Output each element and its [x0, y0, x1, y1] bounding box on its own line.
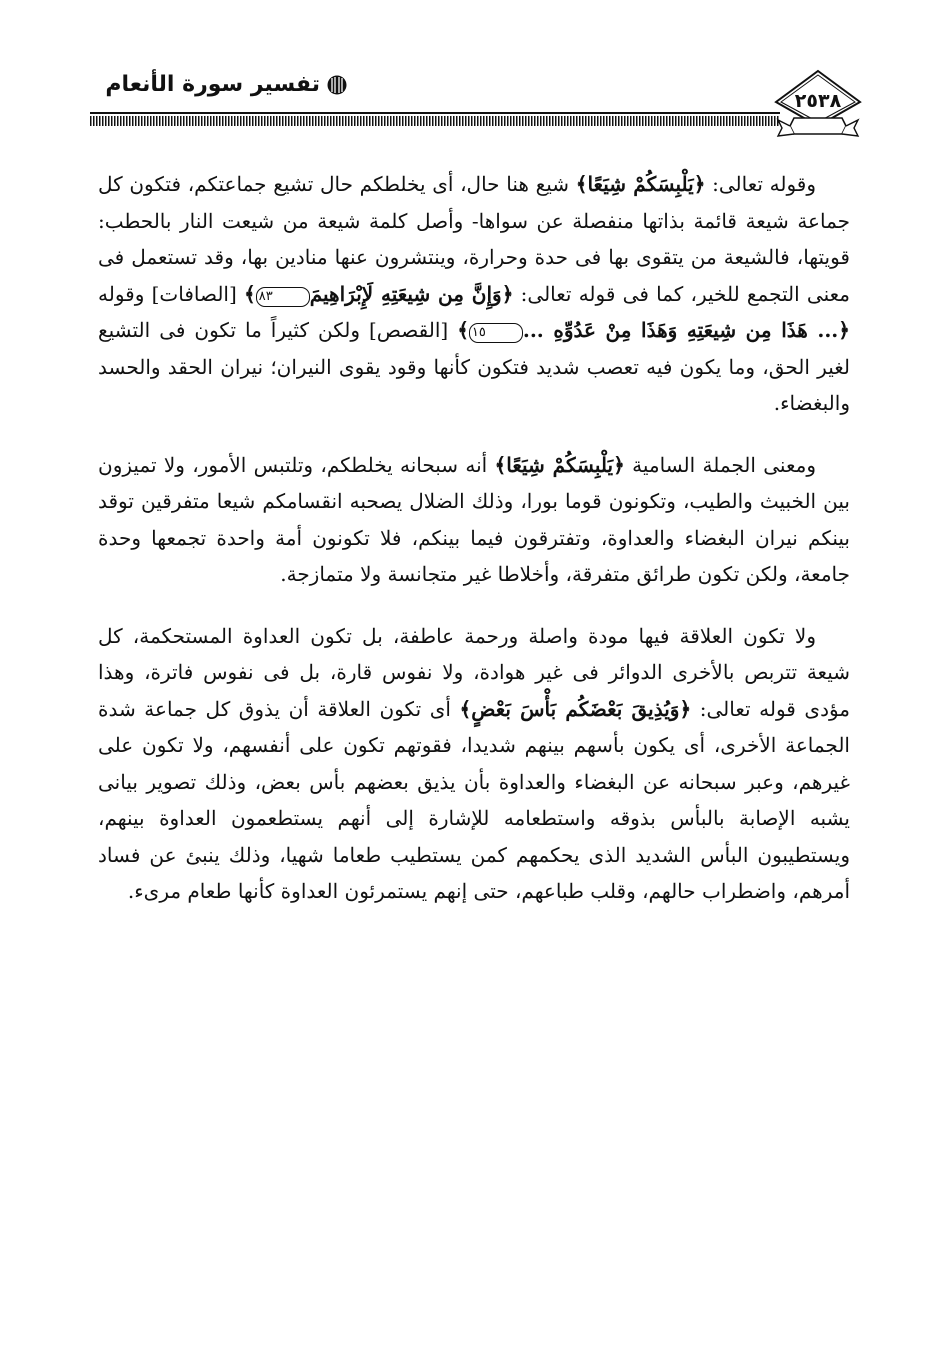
body-text [98, 166, 850, 910]
quran-quote: ﴿... هَذَا مِن شِيعَتِهِ وَهَذَا مِنْ عَدُوِّهِ ... [522, 318, 850, 342]
paragraph [98, 618, 850, 910]
paragraph [98, 166, 850, 422]
quran-quote: ﴿وَإِنَّ مِن شِيعَتِهِ لَإِبْرَاهِيمَ [309, 281, 514, 306]
quran-quote: ﴿يَلْبِسَكُمْ شِيَعًا﴾ [575, 172, 706, 196]
running-header-title: تفسير سورة الأنعام [105, 72, 320, 97]
medallion-icon [326, 74, 348, 96]
text-run: شيع هنا حال، أى يخلطكم حال تشيع جماعتكم، فتكون كل جماعة شيعة قائمة بذاتها منفصلة عن سواها- وأصل كلمة شيعة من شيعت النار بالحطب: قويتها، فالشيعة من يتقوى بها فى حدة وحرارة، وينتشرون عنها منادين بها، وقد تستعمل فى معنى التجمع للخير، كما فى قوله تعالى: [98, 172, 851, 306]
quran-quote: ﴿يَلْبِسَكُمْ شِيَعًا﴾ [494, 452, 625, 477]
page-number: ٢٥٣٨ [794, 90, 842, 112]
quran-quote: ﴾ [457, 318, 469, 342]
text-run: ولا تكون العلاقة فيها مودة واصلة ورحمة عاطفة، بل تكون العداوة المستحكمة، كل شيعة تتربص بالأخرى الدوائر فى غير هوادة، ولا نفوس قارة، بل فى نفوس فاترة، وهذا مؤدى قوله تعالى: [98, 623, 851, 721]
header-hatch-rule [90, 116, 780, 126]
text-run: [الصافات] وقوله [98, 281, 245, 306]
text-run: ومعنى الجملة السامية [624, 452, 816, 477]
ayah-number: ٨٣ [256, 287, 310, 307]
text-run: أنه سبحانه يخلطكم، وتلتبس الأمور، ولا تميزون بين الخبيث والطيب، وتكونون قوما بورا، وذلك الضلال يصحبه انقسامكم شيعا متفرقين توقد بينكم نيران البغضاء والعداوة، وتفترقون فيما بينكم، فلا تكونون أمة واحدة تجمعها وحدة جامعة، ولكن تكون طرائق متفرقة، وأخلاطا غير متجانسة ولا متمازجة. [98, 452, 850, 586]
paragraph [98, 447, 850, 593]
text-run: أى تكون العلاقة أن يذوق كل جماعة شدة الجماعة الأخرى، أى يكون بأسهم بينهم شديدا، فقوتهم تكون على أنفسهم، ولا تكون على غيرهم، وعبر سبحانه عن البغضاء والعداوة بأن يذيق بعضهم بأس بعض، وذلك تصوير بيانى يشبه الإصابة بالبأس بذوقه واستطعامه للإشارة إلى أنهم يستطعمون العداوة بينهم، ويستطيبون البأس الشديد الذى يحكمهم كمن يستطيب طعاما شهيا، وذلك ينبئ عن فساد أمرهم، واضطراب حالهم، وقلب طباعهم، حتى إنهم يستمرئون العداوة كأنها طعام مرىء. [98, 696, 850, 903]
text-run: [القصص] ولكن كثيراً ما تكون فى التشيع لغير الحق، وما يكون فيه تعصب شديد فتكون كأنها وقود يقوى النيران؛ نيران الحقد والحسد والبغضاء. [98, 318, 850, 415]
quran-quote: ﴾ [244, 281, 256, 306]
ayah-number: ١٥ [469, 323, 523, 343]
text-run: وقوله تعالى: [705, 172, 816, 196]
header-rule [90, 112, 780, 114]
quran-quote: ﴿وَيُذِيقَ بَعْضَكُم بَأْسَ بَعْضٍ﴾ [459, 696, 692, 721]
